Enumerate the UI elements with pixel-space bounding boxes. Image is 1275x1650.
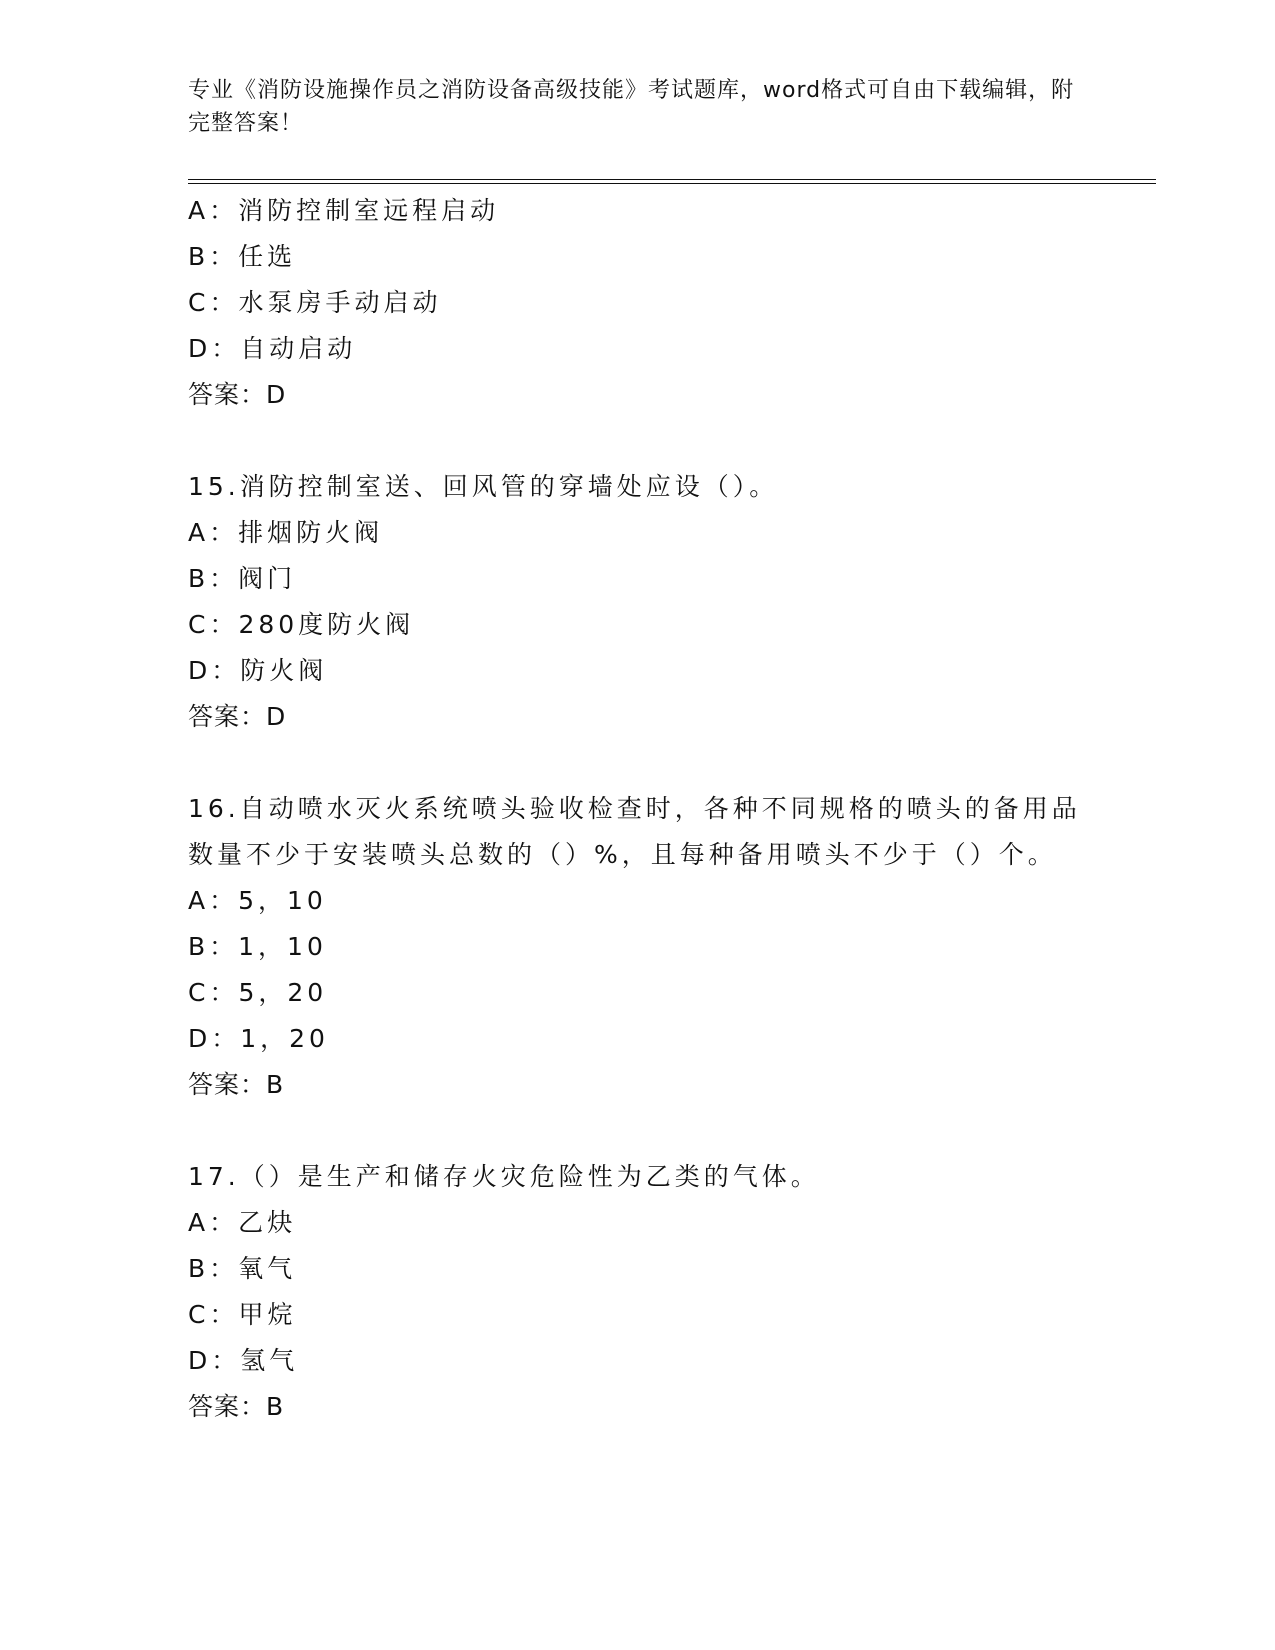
question-14-option-a: A：消防控制室远程启动	[188, 196, 500, 225]
question-14-continued	[188, 188, 1088, 418]
question-16-answer: 答案：B	[188, 1070, 285, 1099]
spacer	[188, 740, 1088, 786]
question-16-option-a: A：5，10	[188, 886, 327, 915]
question-17-stem: 17.（）是生产和储存火灾危险性为乙类的气体。	[188, 1162, 820, 1191]
question-16	[188, 786, 1088, 1108]
spacer	[188, 1108, 1088, 1154]
question-16-stem: 16.自动喷水灭火系统喷头验收检查时，各种不同规格的喷头的备用品数量不少于安装喷头总数的（）%，且每种备用喷头不少于（）个。	[188, 794, 1081, 869]
question-14-option-c: C：水泵房手动启动	[188, 288, 442, 317]
question-17-option-a: A：乙炔	[188, 1208, 297, 1237]
question-17	[188, 1154, 1088, 1430]
question-15-option-a: A：排烟防火阀	[188, 518, 384, 547]
question-15-answer: 答案：D	[188, 702, 287, 731]
question-15-option-c: C：280度防火阀	[188, 610, 415, 639]
question-15-option-d: D：防火阀	[188, 656, 328, 685]
question-17-answer: 答案：B	[188, 1392, 285, 1421]
question-list	[188, 188, 1088, 1430]
question-15-stem: 15.消防控制室送、回风管的穿墙处应设（）。	[188, 472, 779, 501]
header-divider-bottom	[188, 183, 1156, 184]
question-14-option-d: D：自动启动	[188, 334, 357, 363]
question-15	[188, 464, 1088, 740]
question-16-option-d: D：1，20	[188, 1024, 329, 1053]
spacer	[188, 418, 1088, 464]
question-14-option-b: B：任选	[188, 242, 297, 271]
question-17-option-b: B：氧气	[188, 1254, 297, 1283]
question-16-option-b: B：1，10	[188, 932, 327, 961]
question-16-option-c: C：5，20	[188, 978, 328, 1007]
question-17-option-c: C：甲烷	[188, 1300, 297, 1329]
question-15-option-b: B：阀门	[188, 564, 297, 593]
document-header-text: 专业《消防设施操作员之消防设备高级技能》考试题库，word格式可自由下载编辑，附完整答案！	[188, 78, 1075, 136]
header-divider-top	[188, 179, 1156, 180]
question-17-option-d: D：氢气	[188, 1346, 299, 1375]
question-14-answer: 答案：D	[188, 380, 287, 409]
